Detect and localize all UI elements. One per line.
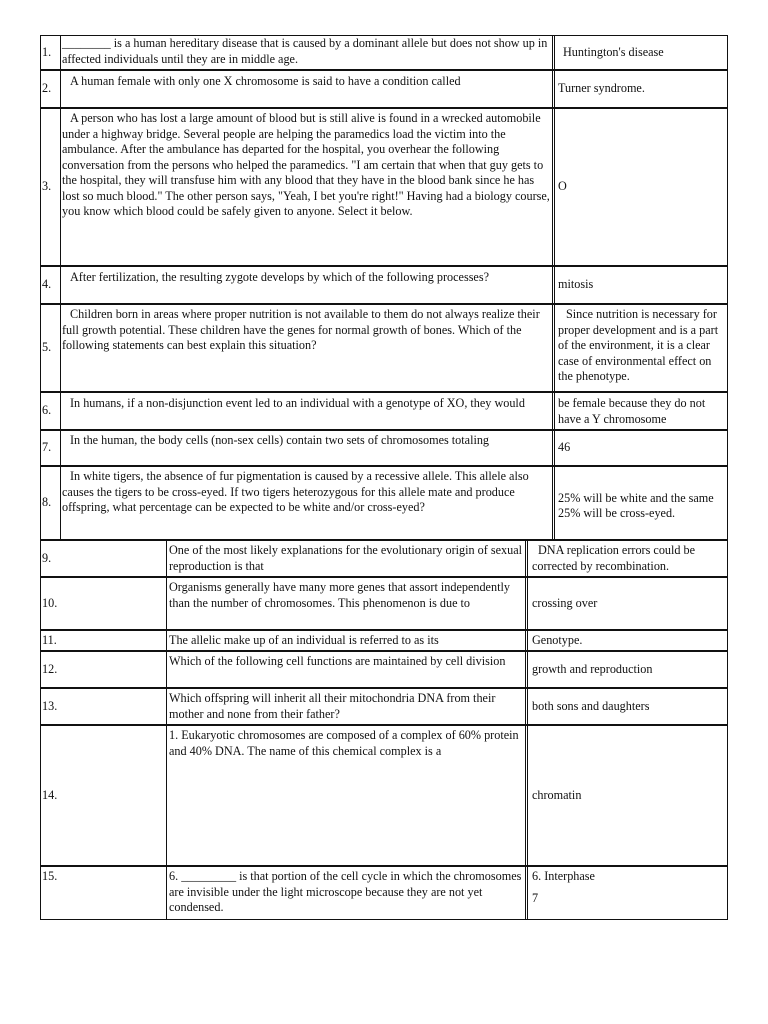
question-text: 1. Eukaryotic chromosomes are composed of a complex of 60% protein and 40% DNA. The name of this chemical complex is a [169, 728, 519, 758]
question-number: 9. [41, 541, 167, 576]
question-number: 13. [41, 689, 167, 724]
question-number: 5. [41, 305, 61, 391]
question-number: 14. [41, 726, 167, 865]
table-row [40, 866, 728, 920]
question-number: 1. [41, 36, 61, 69]
answer-text: chromatin [525, 726, 727, 865]
answer-extra-text: 7 [532, 890, 539, 905]
answer-text: both sons and daughters [525, 689, 727, 724]
table-row [40, 266, 728, 304]
question-text: One of the most likely explanations for the evolutionary origin of sexual reproduction is that [169, 543, 523, 573]
table-row [40, 725, 728, 866]
question-number: 7. [41, 431, 61, 465]
table-row [40, 577, 728, 630]
question-text: After fertilization, the resulting zygote develops by which of the following processes? [70, 270, 489, 284]
question-text: 6. _________ is that portion of the cell cycle in which the chromosomes are invisible under the light microscope because they are not yet condensed. [169, 869, 522, 914]
table-row [40, 688, 728, 725]
question-text: In white tigers, the absence of fur pigmentation is caused by a recessive allele. This allele also causes the tigers to be cross-eyed. If two tigers heterozygous for this allele mate and produce offspring, what percentage can be expected to be white and/or cross-eyed? [62, 469, 529, 514]
table-row [40, 651, 728, 688]
question-number: 2. [41, 71, 61, 107]
question-number: 3. [41, 109, 61, 265]
question-number: 8. [41, 467, 61, 539]
question-number: 4. [41, 267, 61, 303]
answer-text: be female because they do not have a Y chromosome [552, 393, 727, 429]
question-number: 11. [41, 631, 167, 650]
table-row [40, 430, 728, 466]
table-row [40, 108, 728, 266]
table-row [40, 70, 728, 108]
answer-text: Turner syndrome. [552, 71, 727, 107]
table-row [40, 304, 728, 392]
answer-text: Huntington's disease [552, 36, 727, 69]
answer-text: Genotype. [525, 631, 727, 650]
question-text: A person who has lost a large amount of blood but is still alive is found in a wrecked automobile under a highway bridge. Several people are helping the paramedics load the victim into the ambulance. After the ambulance has departed for the hospital, you overhear the following conversation from the persons who helped the paramedics. "I am certain that when that guy gets to the hospital, they will transfuse him with any blood that they have in the blood bank since he has lost so much blood." The other person says, "Yeah, I bet you're right!" Having had a biology course, you know which blood could be safely given to anyone. Select it below. [62, 111, 550, 218]
table-row [40, 630, 728, 651]
question-text: Which offspring will inherit all their mitochondria DNA from their mother and none from their father? [169, 691, 496, 721]
question-text: In humans, if a non-disjunction event led to an individual with a genotype of XO, they would [70, 396, 525, 410]
answer-text: growth and reproduction [525, 652, 727, 687]
question-text: In the human, the body cells (non-sex cells) contain two sets of chromosomes totaling [70, 433, 490, 447]
table-row [40, 466, 728, 540]
answer-text: 25% will be white and the same 25% will be cross-eyed. [552, 467, 727, 539]
answer-text: crossing over [525, 578, 727, 629]
table-row [40, 540, 728, 577]
question-text: Organisms generally have many more genes that assort independently than the number of chromosomes. This phenomenon is due to [169, 580, 510, 610]
question-number: 12. [41, 652, 167, 687]
question-number: 15. [41, 867, 167, 919]
answer-text: mitosis [552, 267, 727, 303]
question-text: A human female with only one X chromosome is said to have a condition called [70, 74, 461, 88]
table-row [40, 392, 728, 430]
answer-text: O [552, 109, 727, 265]
answer-text: 6. Interphase [532, 869, 595, 883]
question-text: ________ is a human hereditary disease that is caused by a dominant allele but does not show up in affected individuals until they are in middle age. [62, 36, 548, 66]
table-row [40, 35, 728, 70]
question-text: Children born in areas where proper nutrition is not available to them do not always realize their full growth potential. These children have the genes for normal growth of bones. Which of the following statements can best explain this situation? [62, 307, 540, 352]
question-number: 10. [41, 578, 167, 629]
question-text: Which of the following cell functions are maintained by cell division [169, 654, 506, 668]
answer-text: DNA replication errors could be corrected by recombination. [525, 541, 727, 576]
question-number: 6. [41, 393, 61, 429]
answer-text: Since nutrition is necessary for proper development and is a part of the environment, it is a clear case of environmental effect on the phenotype. [552, 305, 727, 391]
answer-cell [525, 867, 727, 919]
answer-text: 46 [552, 431, 727, 465]
question-text: The allelic make up of an individual is referred to as its [169, 633, 439, 647]
